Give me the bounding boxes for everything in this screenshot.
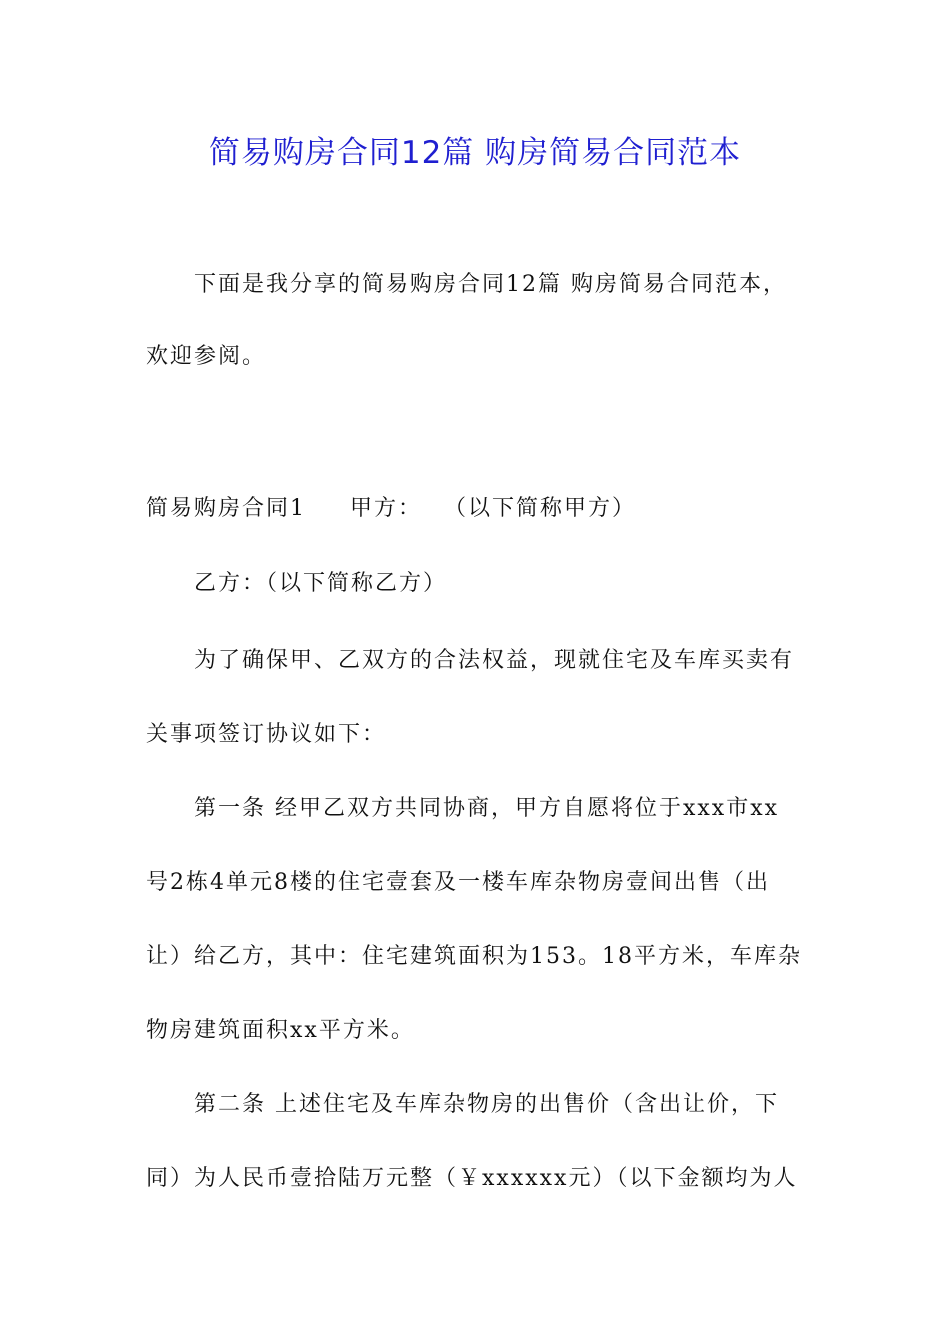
article-1-line-1: 第一条 经甲乙双方共同协商，甲方自愿将位于xxx市xx — [194, 796, 780, 821]
party-b-line: 乙方：（以下简称乙方） — [194, 571, 448, 596]
article-1-line-4: 物房建筑面积xx平方米。 — [146, 1018, 415, 1043]
article-2-line-1: 第二条 上述住宅及车库杂物房的出售价（含出让价，下 — [194, 1092, 779, 1117]
article-1-line-2: 号2栋4单元8楼的住宅壹套及一楼车库杂物房壹间出售（出 — [146, 870, 770, 895]
intro-paragraph-line-2: 欢迎参阅。 — [146, 344, 267, 369]
document-title: 简易购房合同12篇 购房简易合同范本 — [208, 135, 742, 171]
party-a-label: 甲方： — [350, 496, 423, 521]
intro-paragraph-line-1: 下面是我分享的简易购房合同12篇 购房简易合同范本， — [194, 272, 787, 297]
article-2-line-2: 同）为人民币壹拾陆万元整（￥xxxxxx元）（以下金额均为人 — [146, 1166, 798, 1191]
purpose-line-1: 为了确保甲、乙双方的合法权益，现就住宅及车库买卖有 — [194, 648, 795, 673]
article-1-line-3: 让）给乙方，其中：住宅建筑面积为153。18平方米，车库杂 — [146, 944, 802, 969]
purpose-line-2: 关事项签订协议如下： — [146, 722, 387, 747]
party-a-note: （以下简称甲方） — [444, 496, 637, 521]
contract-heading-line — [146, 492, 816, 526]
section-title: 简易购房合同1 — [146, 496, 306, 521]
